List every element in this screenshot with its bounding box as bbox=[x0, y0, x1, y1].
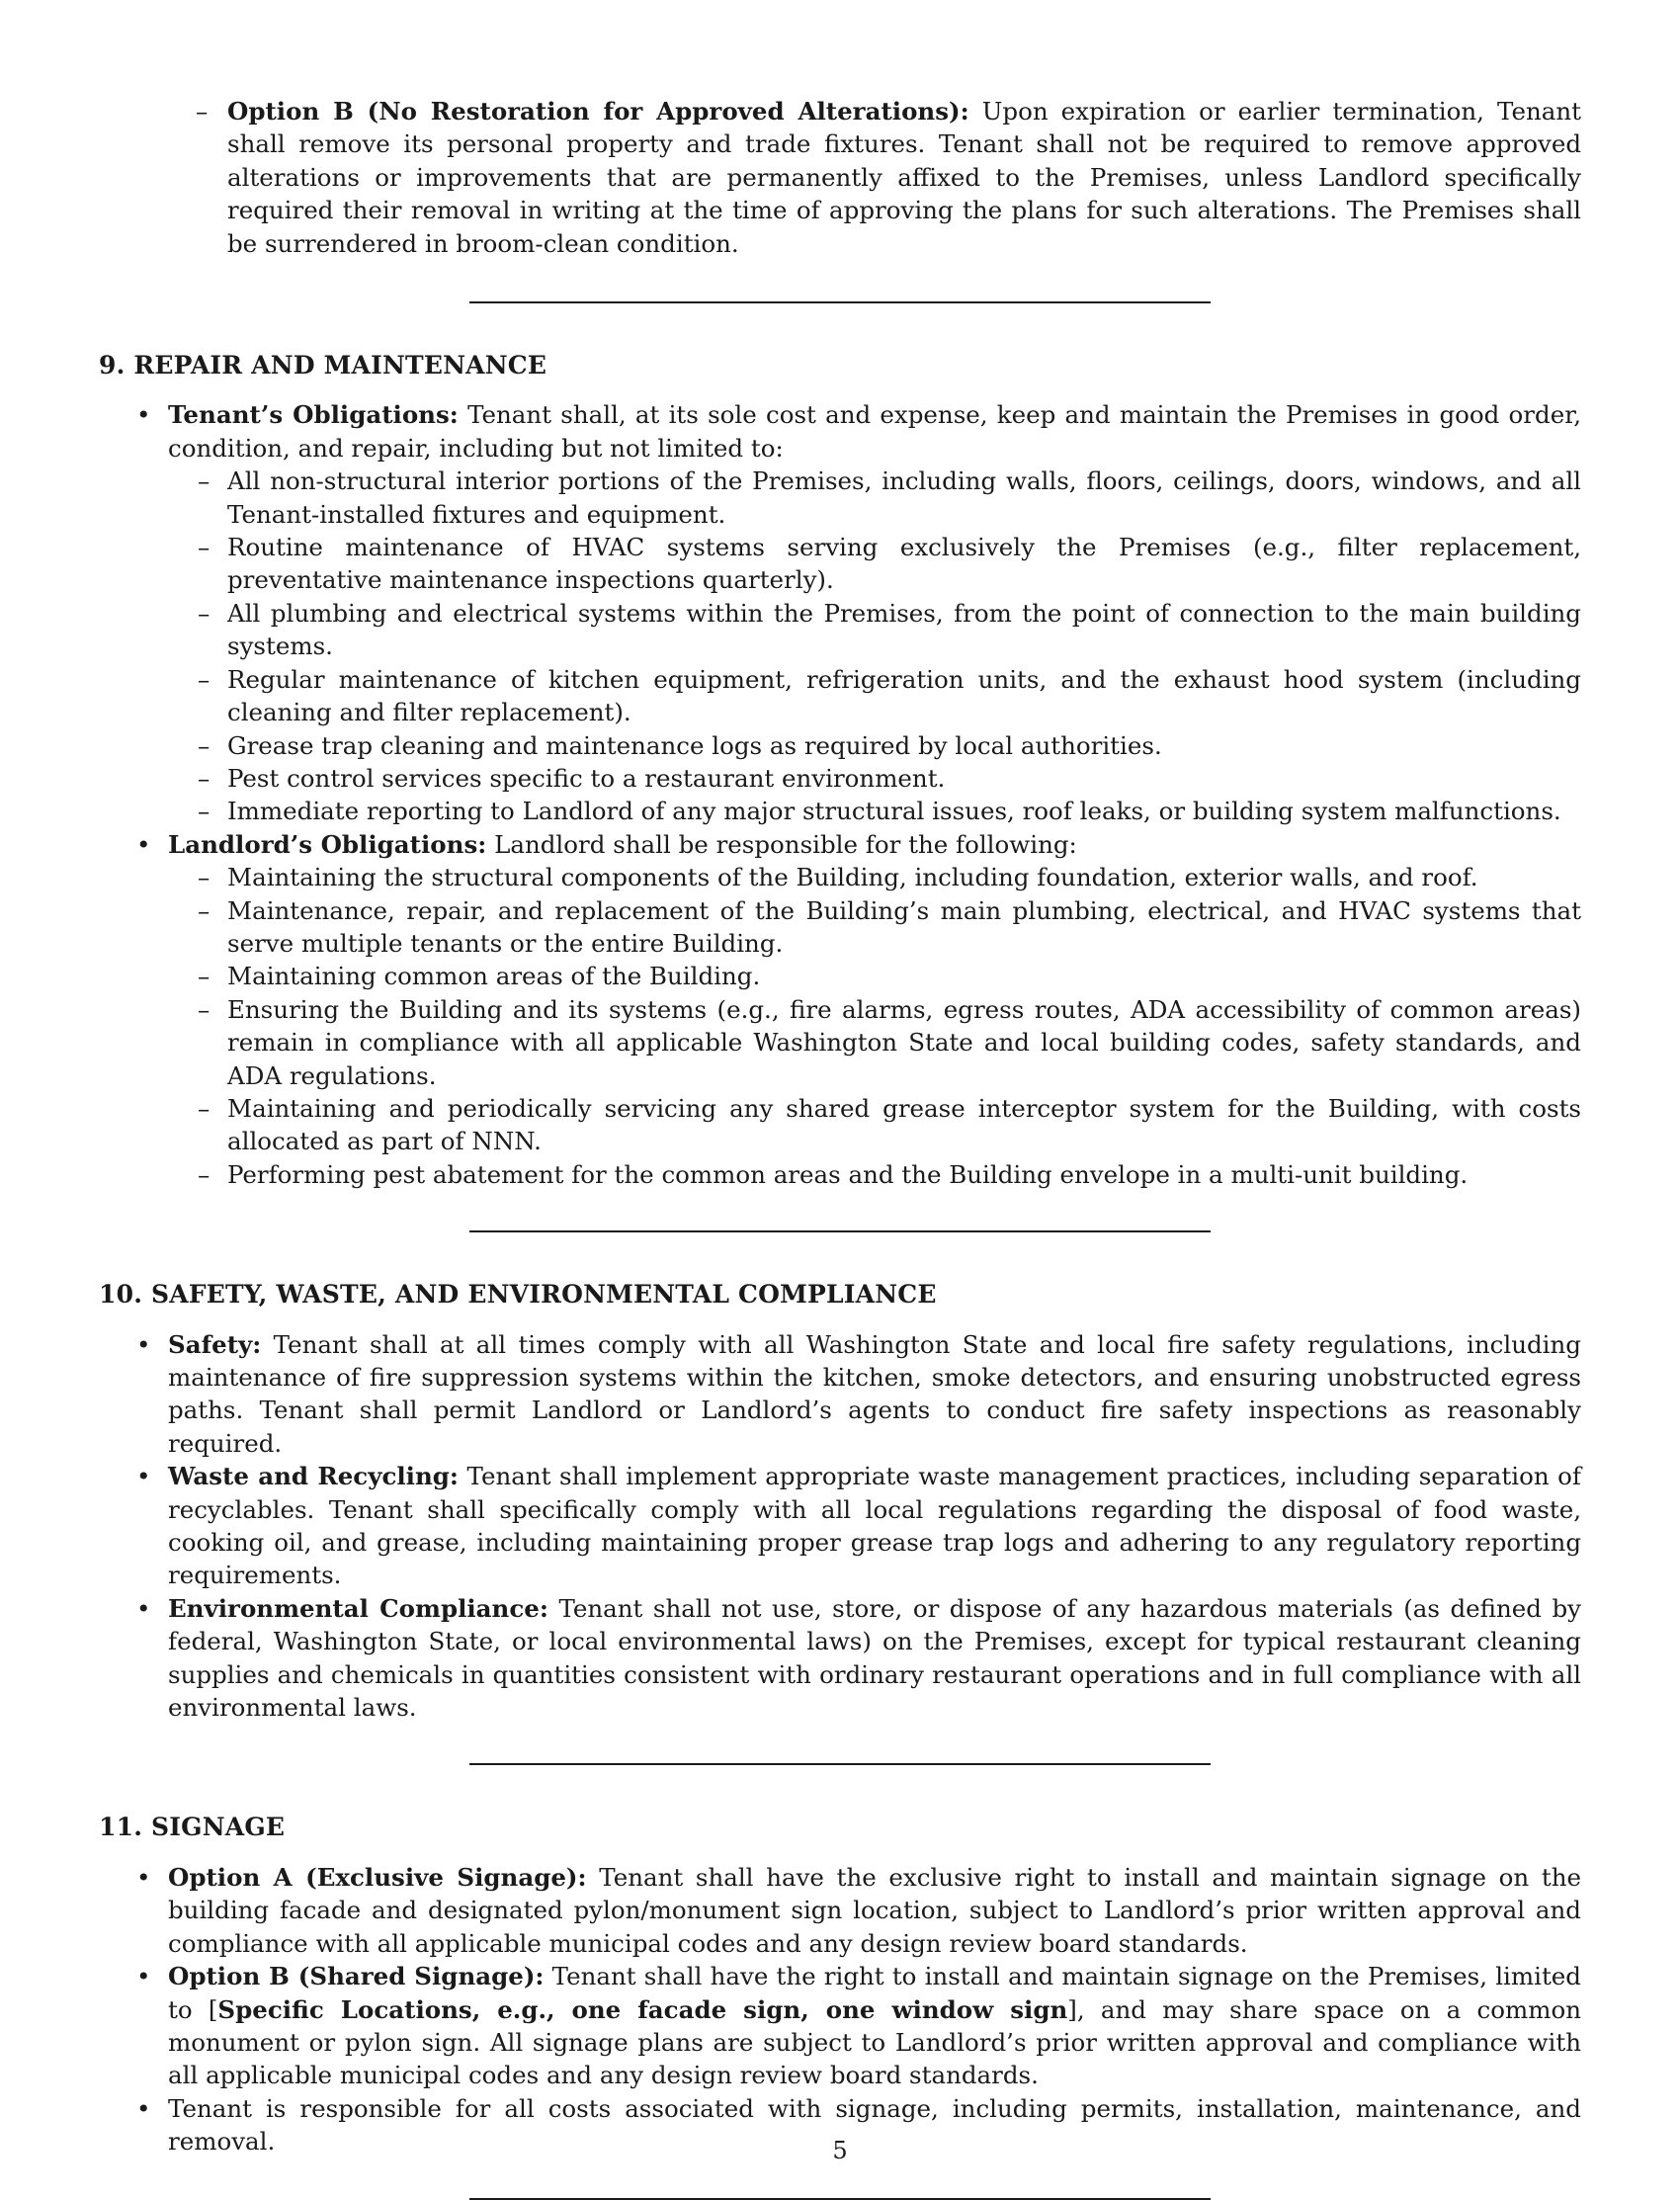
list-item bbox=[99, 398, 1581, 827]
placeholder-text: Specific Locations, e.g., one facade sign, one window sign bbox=[217, 1994, 1068, 2024]
list-item: • Tenant is responsible for all costs associated with signage, including permits, installation, maintenance, and removal. bbox=[99, 2092, 1581, 2158]
list-item bbox=[99, 1960, 1581, 2092]
item-text: Tenant shall not use, store, or dispose of any hazardous materials (as defined by federal, Washington State, or local environmental laws) on the Premises, except for typical restaurant cleaning supplies and chemicals in quantities consistent with ordinary restaurant operations and in full compliance with all environmental laws. bbox=[168, 1593, 1581, 1723]
obligation-text: Tenant shall, at its sole cost and expense, keep and maintain the Premises in good order, condition, and repair, including but not limited to: bbox=[168, 400, 1582, 463]
landlord-obligations-list bbox=[168, 861, 1581, 1191]
restoration-option-list bbox=[99, 95, 1581, 260]
item-label: Environmental Compliance: bbox=[168, 1593, 548, 1623]
list-item: – Performing pest abatement for the common areas and the Building envelope in a multi-unit building. bbox=[168, 1158, 1581, 1191]
option-text: Upon expiration or earlier termination, Tenant shall remove its personal property and trade fixtures. Tenant shall not be required to remove approved alterations or improvements that are permanently affixed to the Premises, unless Landlord specifically required their removal in writing at the time of approving the plans for such alterations. The Premises shall be surrendered in broom-clean condition. bbox=[227, 97, 1581, 258]
list-item: – Maintenance, repair, and replacement of the Building’s main plumbing, electrical, and HVAC systems that serve multiple tenants or the entire Building. bbox=[168, 894, 1581, 961]
item-text: Tenant shall implement appropriate waste management practices, including separation of recyclables. Tenant shall specifically comply with all local regulations regarding the disposal of food waste, cooking oil, and grease, including maintaining proper grease trap logs and adhering to any regulatory reporting requirements. bbox=[168, 1462, 1581, 1590]
list-item bbox=[99, 828, 1581, 1191]
list-item: – All non-structural interior portions of the Premises, including walls, floors, ceilings, doors, windows, and all Tenant-installed fixtures and equipment. bbox=[168, 465, 1581, 531]
page-number: 5 bbox=[832, 2137, 848, 2164]
list-item: – Ensuring the Building and its systems (e.g., fire alarms, egress routes, ADA accessibility of common areas) remain in compliance with all applicable Washington State and local building codes, safety standards, and ADA regulations. bbox=[168, 993, 1581, 1092]
list-item bbox=[99, 1592, 1581, 1725]
list-item bbox=[99, 95, 1581, 260]
item-label: Waste and Recycling: bbox=[168, 1462, 459, 1491]
option-text: Tenant shall have the exclusive right to install and maintain signage on the building facade and designated pylon/monument sign location, subject to Landlord’s prior written approval and compliance with all applicable municipal codes and any design review board standards. bbox=[168, 1862, 1581, 1958]
list-item bbox=[99, 1460, 1581, 1592]
section-heading: 9. REPAIR AND MAINTENANCE bbox=[99, 351, 547, 381]
section-10-list bbox=[99, 1328, 1581, 1725]
obligation-label: Tenant’s Obligations: bbox=[168, 400, 459, 430]
list-item bbox=[99, 1861, 1581, 1960]
list-item: – All plumbing and electrical systems within the Premises, from the point of connection to the main building systems. bbox=[168, 597, 1581, 663]
list-item: – Maintaining and periodically servicing any shared grease interceptor system for the Building, with costs allocated as part of NNN. bbox=[168, 1092, 1581, 1158]
list-item: – Maintaining common areas of the Building. bbox=[168, 960, 1581, 992]
tenant-obligations-list bbox=[168, 465, 1581, 827]
list-item: – Grease trap cleaning and maintenance logs as required by local authorities. bbox=[168, 729, 1581, 762]
list-item bbox=[99, 1328, 1581, 1461]
obligation-label: Landlord’s Obligations: bbox=[168, 829, 487, 859]
page-content bbox=[99, 95, 1581, 2200]
section-9-list bbox=[99, 398, 1581, 1191]
list-item: – Maintaining the structural components of the Building, including foundation, exterior walls, and roof. bbox=[168, 861, 1581, 893]
option-text: ], and may share space on a common monument or pylon sign. All signage plans are subject to Landlord’s prior written approval and compliance with all applicable municipal codes and any design review board standards. bbox=[168, 1994, 1581, 2090]
option-label: Option B (Shared Signage): bbox=[168, 1962, 545, 1991]
section-heading: 11. SIGNAGE bbox=[99, 1813, 286, 1842]
section-heading: 10. SAFETY, WASTE, AND ENVIRONMENTAL COMPLIANCE bbox=[99, 1280, 937, 1310]
item-label: Safety: bbox=[168, 1329, 262, 1359]
item-text: Tenant shall at all times comply with all Washington State and local fire safety regulations, including maintenance of fire suppression systems within the kitchen, smoke detectors, and ensuring unobstructed egress paths. Tenant shall permit Landlord or Landlord’s agents to conduct fire safety inspections as reasonably required. bbox=[168, 1329, 1581, 1458]
section-divider bbox=[469, 2198, 1211, 2200]
list-item: – Regular maintenance of kitchen equipment, refrigeration units, and the exhaust hood system (including cleaning and filter replacement). bbox=[168, 663, 1581, 729]
list-item: – Routine maintenance of HVAC systems serving exclusively the Premises (e.g., filter replacement, preventative maintenance inspections quarterly). bbox=[168, 531, 1581, 597]
obligation-text: Landlord shall be responsible for the following: bbox=[486, 829, 1077, 859]
section-11-list bbox=[99, 1861, 1581, 2158]
list-item: – Pest control services specific to a restaurant environment. bbox=[168, 762, 1581, 795]
option-label: Option B (No Restoration for Approved Alterations): bbox=[227, 97, 969, 126]
option-label: Option A (Exclusive Signage): bbox=[168, 1862, 587, 1892]
list-item: – Immediate reporting to Landlord of any major structural issues, roof leaks, or building system malfunctions. bbox=[168, 795, 1581, 827]
option-text: Tenant shall have the right to install and maintain signage on the Premises, limited to [ bbox=[168, 1962, 1581, 2024]
